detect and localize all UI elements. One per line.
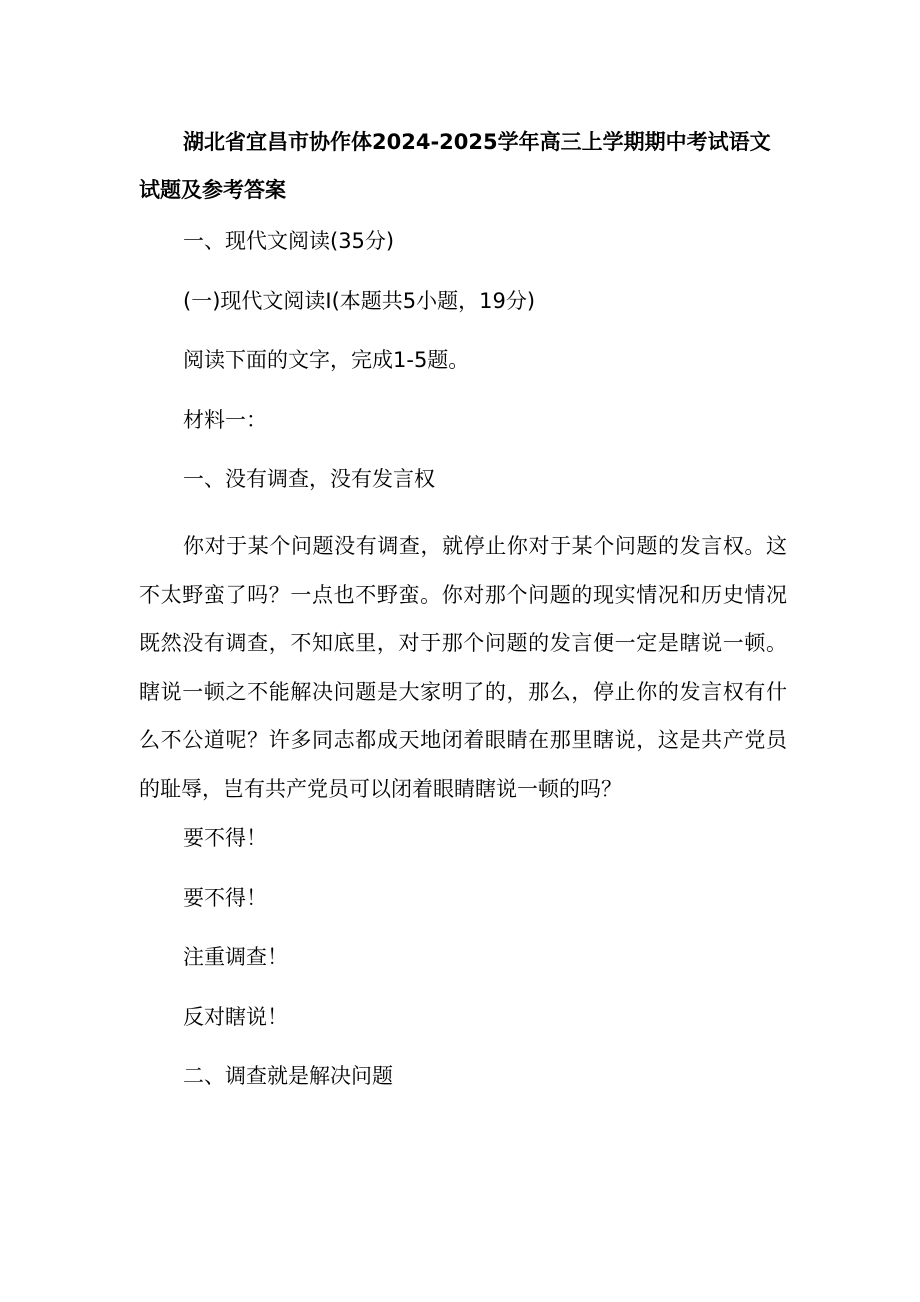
exclamation-line: 反对瞎说！ [183, 1005, 288, 1029]
exclamation-line: 要不得！ [183, 826, 267, 850]
material-heading-two: 二、调查就是解决问题 [183, 1064, 393, 1088]
document-title: 湖北省宜昌市协作体2024-2025学年高三上学期期中考试语文试题及参考答案 [139, 130, 771, 202]
exclamation-line: 注重调查！ [183, 945, 288, 969]
exclamation-line: 要不得！ [183, 886, 267, 910]
instruction-text: 阅读下面的文字，完成1-5题。 [183, 348, 470, 372]
subsection-heading: (一)现代文阅读Ⅰ(本题共5小题，19分) [183, 289, 536, 313]
material-heading-one: 一、没有调查，没有发言权 [183, 467, 435, 491]
section-heading: 一、现代文阅读(35分) [183, 229, 395, 253]
body-paragraph: 你对于某个问题没有调查，就停止你对于某个问题的发言权。这不太野蛮了吗？一点也不野蛮。你对那个问题的现实情况和历史情况既然没有调查，不知底里，对于那个问题的发言便一定是瞎说一顿。瞎说一顿之不能解决问题是大家明了的，那么，停止你的发言权有什么不公道呢？许多同志都成天地闭着眼睛在那里瞎说，这是共产党员的耻辱，岂有共产党员可以闭着眼睛瞎说一顿的吗？ [139, 534, 787, 801]
material-label: 材料一： [183, 408, 267, 432]
